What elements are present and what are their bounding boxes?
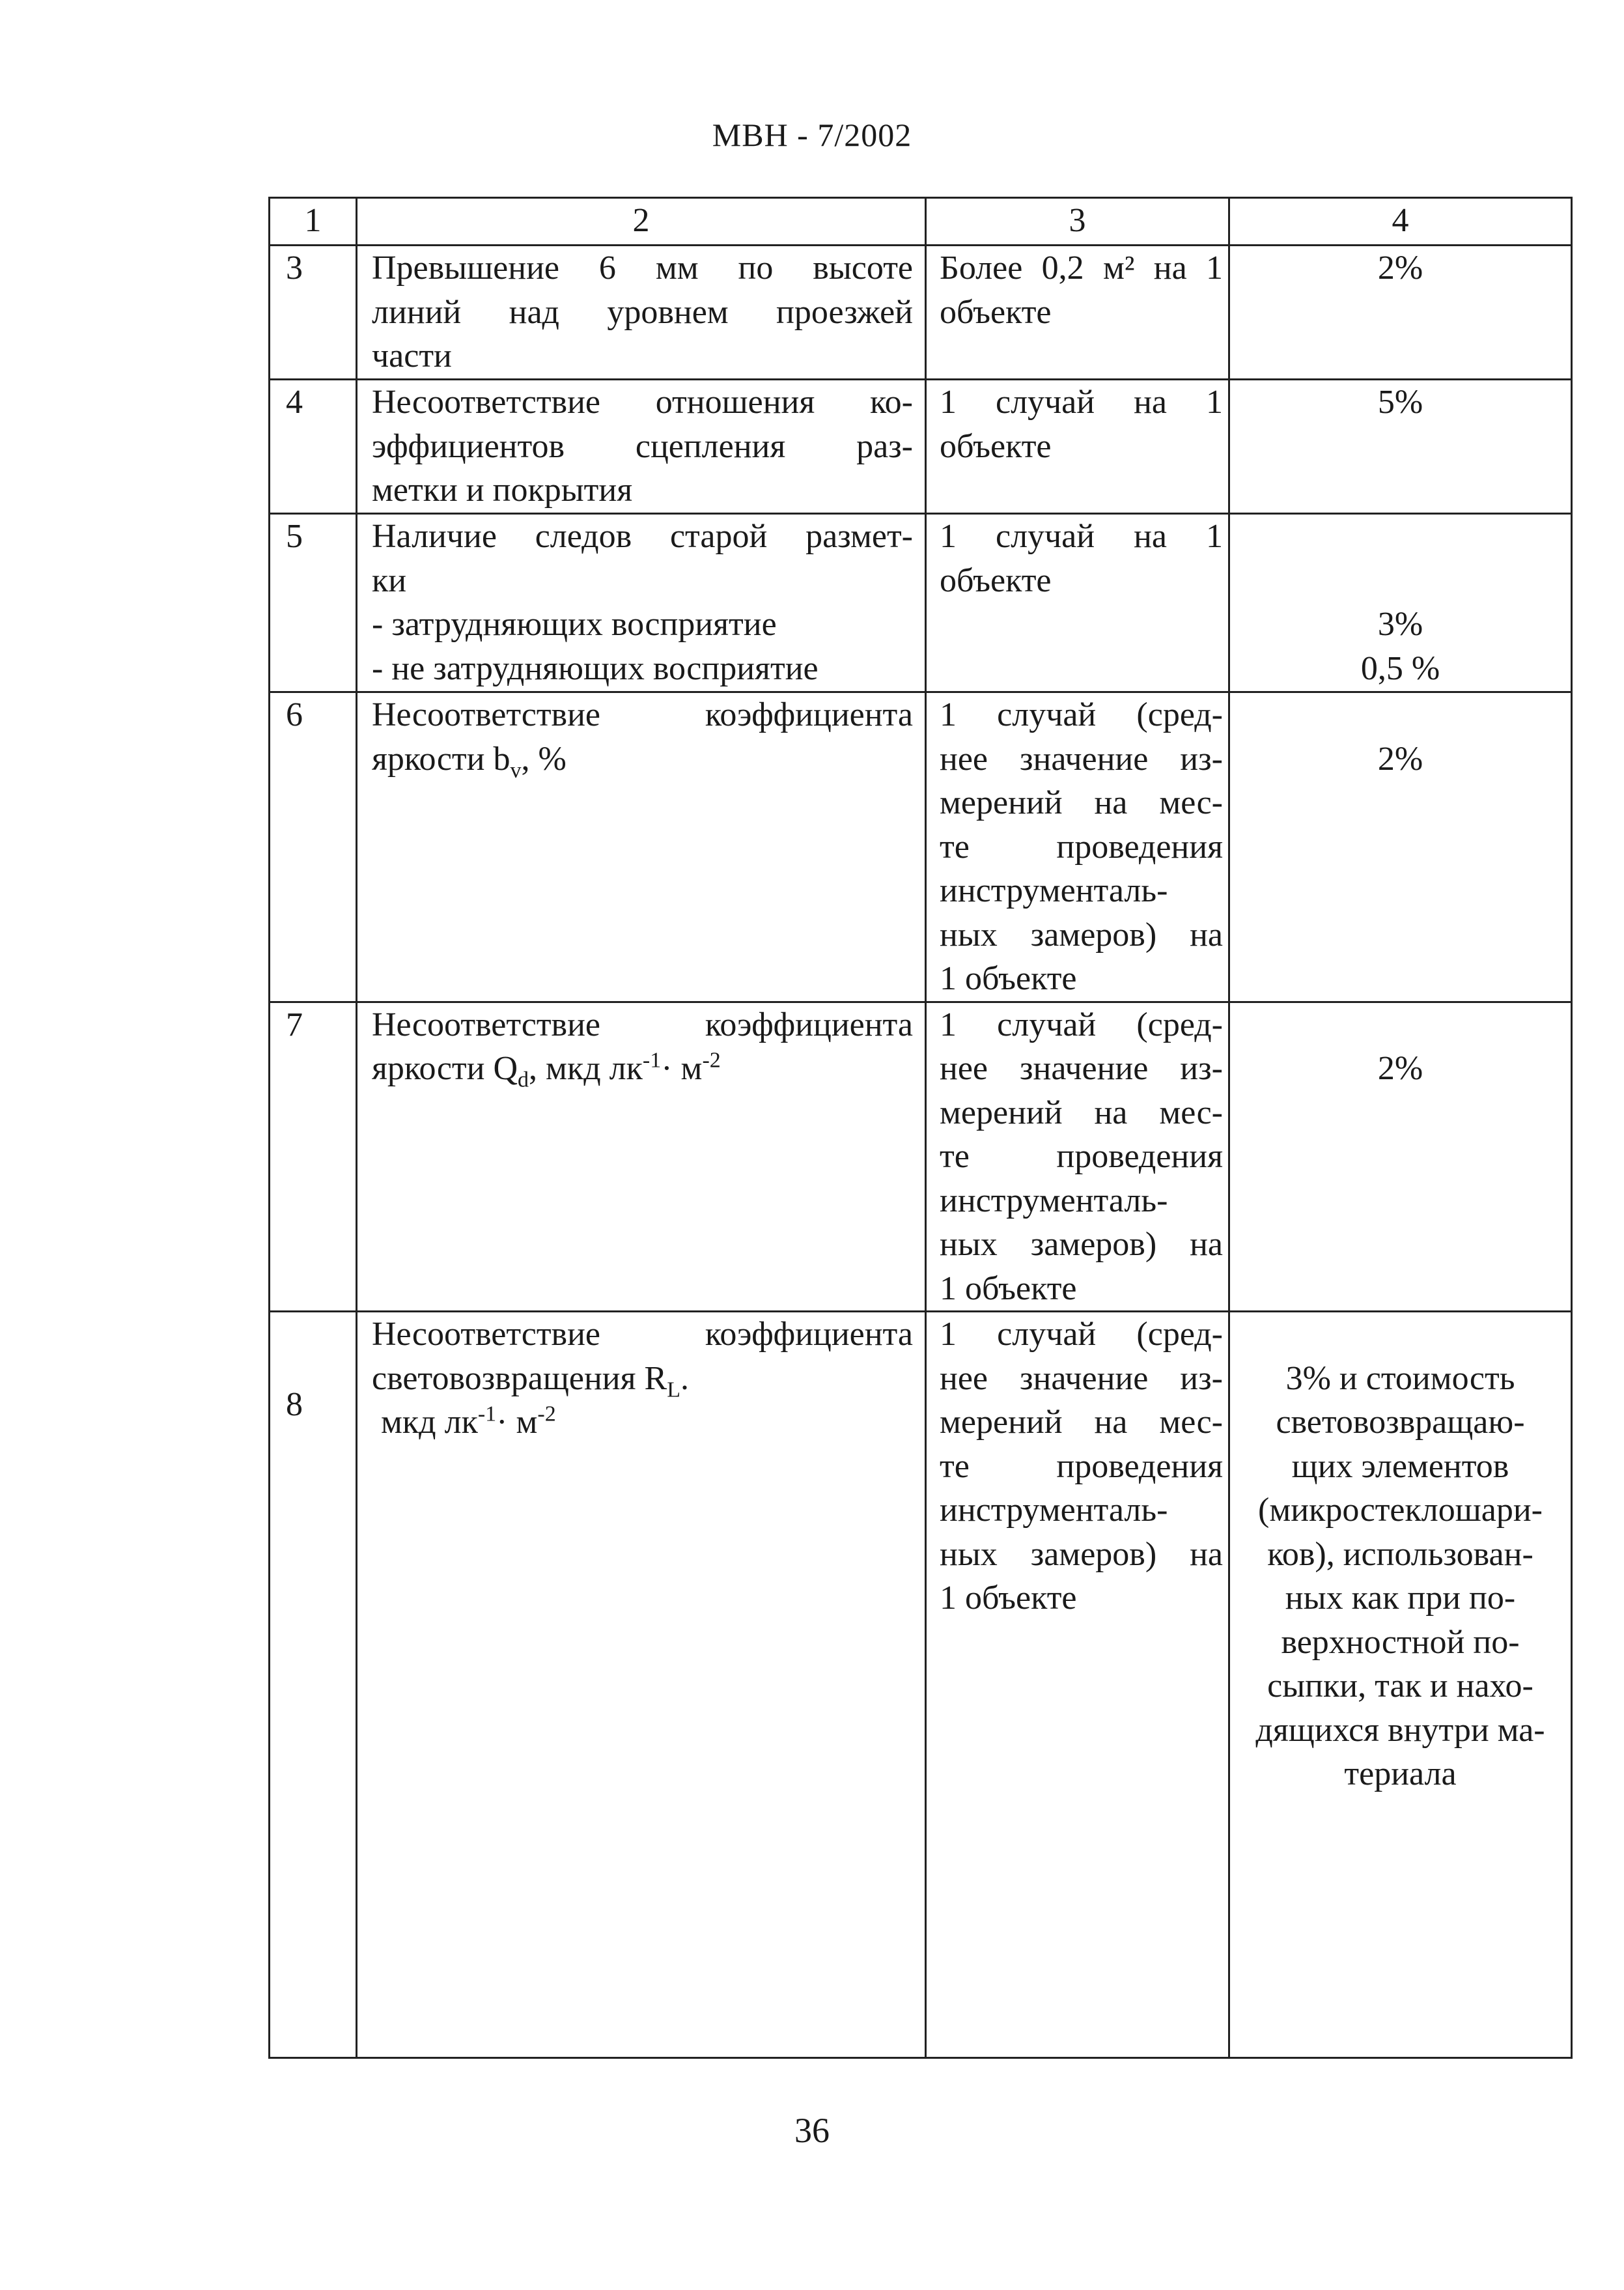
text-line: 1 объекте bbox=[940, 960, 1077, 997]
penalty-value bbox=[1229, 692, 1572, 1002]
text-line: 1 случай (сред- bbox=[940, 696, 1223, 733]
text-line: Превышение 6 мм по высоте bbox=[372, 249, 913, 287]
text-line: 1 случай (сред- bbox=[940, 1006, 1223, 1043]
violation-condition bbox=[926, 692, 1229, 1002]
text-line: дящихся внутри ма- bbox=[1255, 1711, 1545, 1749]
table-row bbox=[270, 514, 1572, 692]
violation-description bbox=[357, 380, 926, 514]
row-number: 3 bbox=[270, 246, 357, 380]
table-row bbox=[270, 1002, 1572, 1312]
column-header: 3 bbox=[926, 198, 1229, 246]
text-line: яркости $Q_d$, мкд $лк^{-1}\cdot м^{-2}$ bbox=[372, 1048, 721, 1092]
text-line: верхностной по- bbox=[1281, 1623, 1520, 1661]
text-line: ных замеров) на bbox=[940, 1535, 1223, 1573]
row-number: 5 bbox=[270, 514, 357, 692]
text-line: Несоответствие отношения ко- bbox=[372, 384, 913, 421]
text-line: ных замеров) на bbox=[940, 1226, 1223, 1263]
row-number: 7 bbox=[270, 1002, 357, 1312]
column-header: 4 bbox=[1229, 198, 1572, 246]
text-line: те проведения bbox=[940, 1138, 1223, 1175]
document-header: МВН - 7/2002 bbox=[712, 117, 912, 153]
penalty-value: 2% bbox=[1229, 246, 1572, 380]
text-line: объекте bbox=[940, 427, 1052, 465]
table-row bbox=[270, 380, 1572, 514]
text-line: те проведения bbox=[940, 828, 1223, 866]
norms-table bbox=[268, 197, 1573, 2059]
table-row bbox=[270, 692, 1572, 1002]
table-row bbox=[270, 1312, 1572, 2058]
table-row bbox=[270, 246, 1572, 380]
table-header-row bbox=[270, 198, 1572, 246]
row-number: 6 bbox=[270, 692, 357, 1002]
text-line: - затрудняющих восприятие bbox=[372, 606, 777, 643]
violation-description bbox=[357, 1312, 926, 2058]
text-line: сыпки, так и нахо- bbox=[1267, 1667, 1533, 1704]
text-line: яркости $b_v$, % bbox=[372, 740, 567, 782]
row-number: 8 bbox=[270, 1312, 357, 2058]
violation-description bbox=[357, 692, 926, 1002]
column-header: 2 bbox=[357, 198, 926, 246]
violation-description bbox=[357, 1002, 926, 1312]
text-line: линий над уровнем проезжей bbox=[372, 293, 913, 331]
text-line: Несоответствие коэффициента bbox=[372, 1006, 913, 1043]
text-line: Более 0,2 м² на 1 bbox=[940, 249, 1223, 287]
text-line: ных замеров) на bbox=[940, 916, 1223, 954]
text-line: мерений на мес- bbox=[940, 1094, 1223, 1131]
penalty-value bbox=[1229, 514, 1572, 692]
text-line: ных как при по- bbox=[1285, 1579, 1516, 1617]
row-number: 4 bbox=[270, 380, 357, 514]
text-line: 2% bbox=[1377, 1050, 1423, 1087]
text-line: 1 случай на 1 bbox=[940, 518, 1223, 555]
text-line: Несоответствие коэффициента bbox=[372, 696, 913, 733]
text-line: части bbox=[372, 337, 452, 375]
text-line: 0,5 % bbox=[1360, 649, 1440, 687]
text-line: инструменталь- bbox=[940, 1181, 1168, 1219]
text-line: мерений на мес- bbox=[940, 784, 1223, 821]
text-line: ков), использован- bbox=[1267, 1535, 1533, 1573]
text-line: Наличие следов старой размет- bbox=[372, 518, 913, 555]
text-line: 3% и стоимость bbox=[1285, 1359, 1515, 1397]
text-line: те проведения bbox=[940, 1447, 1223, 1485]
text-line: щих элементов bbox=[1291, 1447, 1509, 1485]
page-number: 36 bbox=[794, 2111, 830, 2150]
text-line: 2% bbox=[1377, 740, 1423, 778]
violation-condition bbox=[926, 514, 1229, 692]
text-line: Несоответствие коэффициента bbox=[372, 1316, 913, 1353]
penalty-value bbox=[1229, 1002, 1572, 1312]
violation-condition bbox=[926, 246, 1229, 380]
text-line: 1 случай на 1 bbox=[940, 384, 1223, 421]
text-line: 1 объекте bbox=[940, 1269, 1077, 1307]
text-line: - не затрудняющих восприятие bbox=[372, 649, 819, 687]
text-line: инструменталь- bbox=[940, 1491, 1168, 1529]
text-line: метки и покрытия bbox=[372, 472, 633, 509]
text-line: ки bbox=[372, 561, 407, 599]
column-header: 1 bbox=[270, 198, 357, 246]
text-line: 3% bbox=[1377, 606, 1423, 643]
text-line: 1 объекте bbox=[940, 1579, 1077, 1617]
text-line: 1 случай (сред- bbox=[940, 1316, 1223, 1353]
penalty-value: 5% bbox=[1229, 380, 1572, 514]
text-line: нее значение из- bbox=[940, 1050, 1223, 1087]
violation-description bbox=[357, 514, 926, 692]
text-line: териала bbox=[1344, 1755, 1457, 1792]
text-line: объекте bbox=[940, 293, 1052, 331]
violation-condition bbox=[926, 380, 1229, 514]
text-line: эффициентов сцепления раз- bbox=[372, 427, 913, 465]
violation-description bbox=[357, 246, 926, 380]
text-line: мерений на мес- bbox=[940, 1404, 1223, 1441]
penalty-value bbox=[1229, 1312, 1572, 2058]
violation-condition bbox=[926, 1312, 1229, 2058]
text-line: нее значение из- bbox=[940, 740, 1223, 778]
text-line: нее значение из- bbox=[940, 1359, 1223, 1397]
text-line: мкд $лк^{-1}\cdot м^{-2}$ bbox=[381, 1402, 556, 1441]
text-line: световозвращения $R_L$. bbox=[372, 1359, 689, 1402]
text-line: (микростеклошари- bbox=[1258, 1491, 1543, 1529]
text-line: световозвращаю- bbox=[1276, 1404, 1525, 1441]
text-line: инструменталь- bbox=[940, 872, 1168, 909]
violation-condition bbox=[926, 1002, 1229, 1312]
text-line: объекте bbox=[940, 561, 1052, 599]
